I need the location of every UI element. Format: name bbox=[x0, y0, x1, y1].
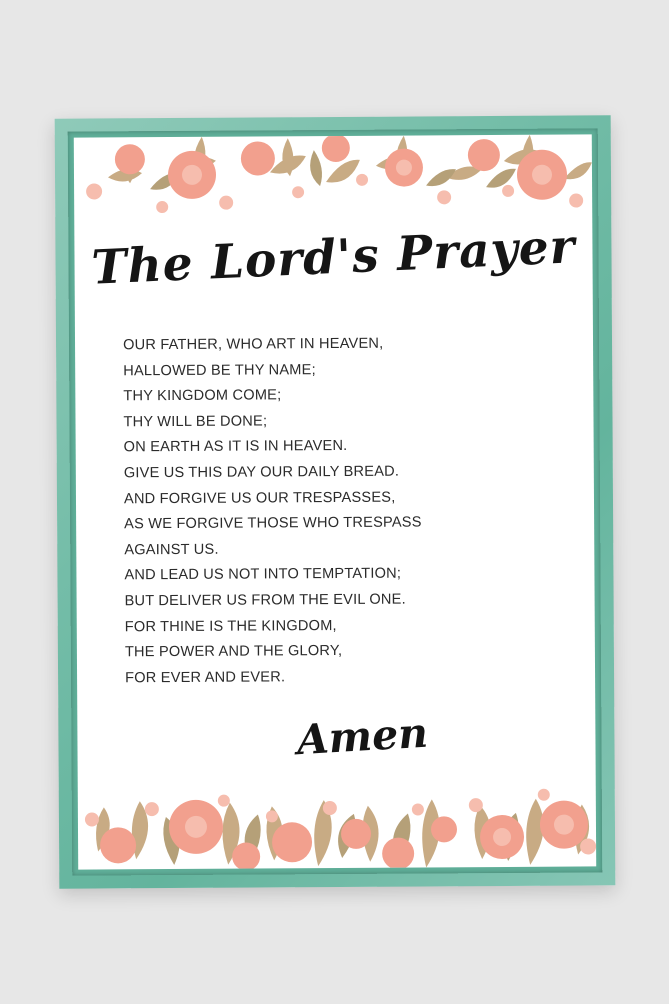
prayer-line: BUT DELIVER US FROM THE EVIL ONE. bbox=[124, 591, 406, 610]
prayer-line: THE POWER AND THE GLORY, bbox=[124, 643, 343, 661]
prayer-line: AS WE FORGIVE THOSE WHO TRESPASS bbox=[124, 514, 422, 533]
prayer-line: AND FORGIVE US OUR TRESPASSES, bbox=[123, 489, 396, 507]
prayer-line: FOR THINE IS THE KINGDOM, bbox=[124, 617, 337, 635]
closing-word: Amen bbox=[295, 708, 430, 765]
prayer-line: AND LEAD US NOT INTO TEMPTATION; bbox=[124, 565, 402, 584]
page-title: The Lord's Prayer bbox=[90, 219, 577, 296]
picture-frame bbox=[55, 115, 616, 888]
prayer-line: AGAINST US. bbox=[124, 541, 219, 559]
prayer-text-block bbox=[123, 331, 555, 692]
poster-paper bbox=[74, 134, 596, 869]
prayer-line: FOR EVER AND EVER. bbox=[125, 669, 286, 687]
prayer-line: THY WILL BE DONE; bbox=[123, 413, 268, 431]
prayer-line: GIVE US THIS DAY OUR DAILY BREAD. bbox=[123, 463, 400, 482]
prayer-line: ON EARTH AS IT IS IN HEAVEN. bbox=[123, 438, 348, 456]
prayer-line: THY KINGDOM COME; bbox=[123, 387, 282, 405]
prayer-line: OUR FATHER, WHO ART IN HEAVEN, bbox=[122, 335, 384, 354]
prayer-line: HALLOWED BE THY NAME; bbox=[123, 361, 316, 379]
